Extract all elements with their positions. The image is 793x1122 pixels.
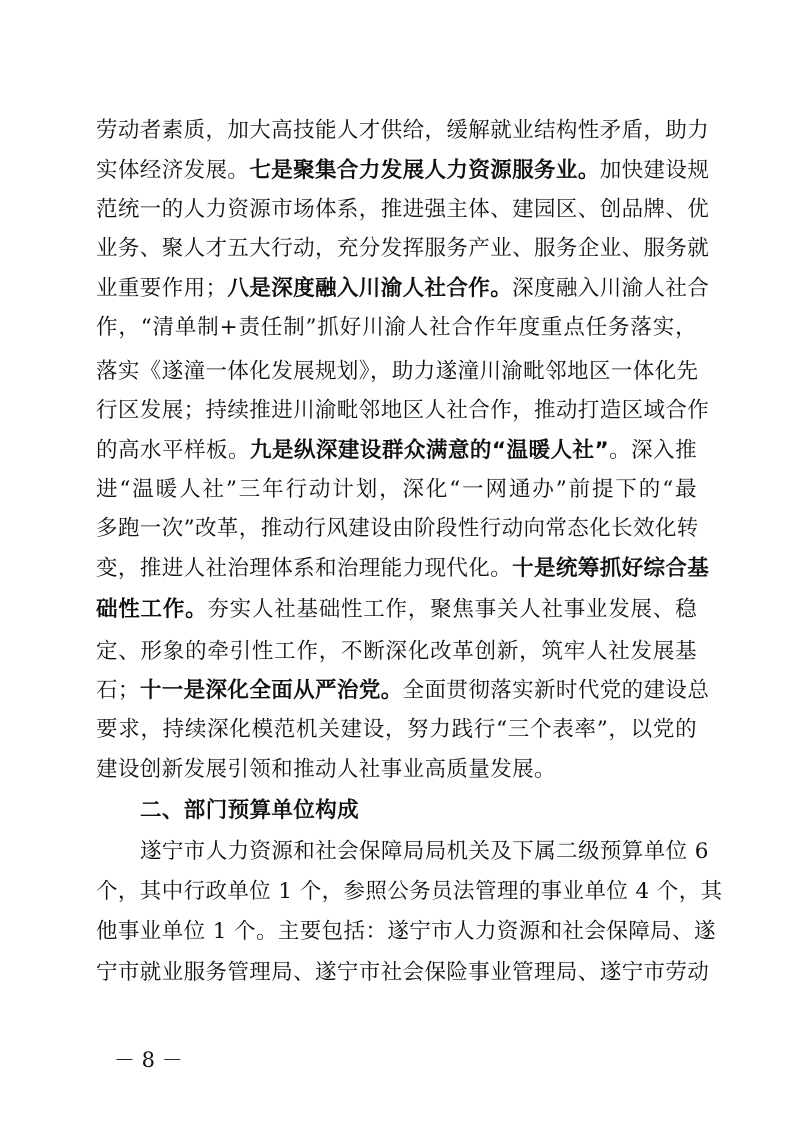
bold-heading-run: 九是纵深建设群众满意的“温暖人社” [249, 438, 610, 463]
text-run: 个，其中行政单位 1 个，参照公务员法管理的事业单位 4 个，其 [96, 879, 723, 904]
bold-heading-run: 十一是深化全面从严治党。 [139, 678, 403, 703]
text-line [96, 673, 710, 709]
text-run: 进“温暖人社”三年行动计划，深化“一网通办”前提下的“最 [96, 477, 697, 502]
text-run: 他事业单位 1 个。主要包括：遂宁市人力资源和社会保障局、遂 [96, 919, 716, 944]
bold-heading-run: 八是深度融入川渝人社合作。 [227, 276, 513, 301]
text-line [96, 634, 697, 670]
text-line [96, 192, 710, 228]
text-line [96, 354, 697, 390]
text-run: 要求，持续深化模范机关建设，努力践行“三个表率”，以党的 [96, 717, 697, 742]
text-line [96, 472, 697, 508]
text-run: 实体经济发展。 [96, 158, 250, 183]
text-run: 行区发展；持续推进川渝毗邻地区人社合作，推动打造区域合作 [96, 398, 710, 423]
section-heading [140, 793, 697, 829]
text-run: 夯实人社基础性工作，聚焦事关人社事业发展、稳 [207, 597, 697, 622]
text-run: 。深入推 [609, 438, 697, 463]
text-run: 业务、聚人才五大行动，充分发挥服务产业、服务企业、服务就 [96, 236, 710, 261]
text-line [96, 113, 710, 149]
text-line [96, 955, 710, 991]
text-run: 深度融入川渝人社合 [512, 276, 710, 301]
text-line [96, 153, 710, 189]
bold-heading-run: 十是统筹抓好综合基 [512, 556, 710, 581]
text-run: 全面贯彻落实新时代党的建设总 [402, 678, 710, 703]
bold-heading-run: 础性工作。 [96, 597, 208, 622]
text-line [96, 752, 556, 788]
text-line [96, 874, 723, 910]
text-run: 变，推进人社治理体系和治理能力现代化。 [96, 556, 513, 581]
text-line [140, 834, 709, 870]
bold-heading-run: 七是聚集合力发展人力资源服务业。 [249, 158, 600, 183]
text-line [96, 310, 697, 346]
text-run: 建设创新发展引领和推动人社事业高质量发展。 [96, 757, 556, 782]
text-run: 宁市就业服务管理局、遂宁市社会保险事业管理局、遂宁市劳动 [96, 960, 710, 985]
text-line [96, 231, 710, 267]
section-heading-text: 二、部门预算单位构成 [140, 798, 360, 823]
text-run: 加快建设规 [599, 158, 710, 183]
text-line [96, 551, 710, 587]
text-line [96, 393, 710, 429]
text-run: 石； [96, 678, 140, 703]
text-run: 业重要作用； [96, 276, 228, 301]
text-run: 定、形象的牵引性工作，不断深化改革创新，筑牢人社发展基 [96, 639, 697, 664]
text-run: 多跑一次”改革，推动行风建设由阶段性行动向常态化长效化转 [96, 516, 699, 541]
text-run: 落实《遂潼一体化发展规划》，助力遂潼川渝毗邻地区一体化先 [96, 359, 699, 384]
text-line [96, 511, 697, 547]
text-line [96, 271, 710, 307]
text-run: 劳动者素质，加大高技能人才供给，缓解就业结构性矛盾，助力 [96, 118, 710, 143]
text-run: 的高水平样板。 [96, 438, 250, 463]
text-line [96, 433, 697, 469]
text-line [96, 592, 697, 628]
text-line [96, 712, 697, 748]
text-line [96, 914, 716, 950]
text-run: 作，“清单制+责任制”抓好川渝人社合作年度重点任务落实， [96, 315, 697, 340]
text-run: 遂宁市人力资源和社会保障局局机关及下属二级预算单位 6 [140, 839, 709, 864]
text-run: 范统一的人力资源市场体系，推进强主体、建园区、创品牌、优 [96, 197, 710, 222]
page-number: － 8 － [114, 1048, 183, 1072]
